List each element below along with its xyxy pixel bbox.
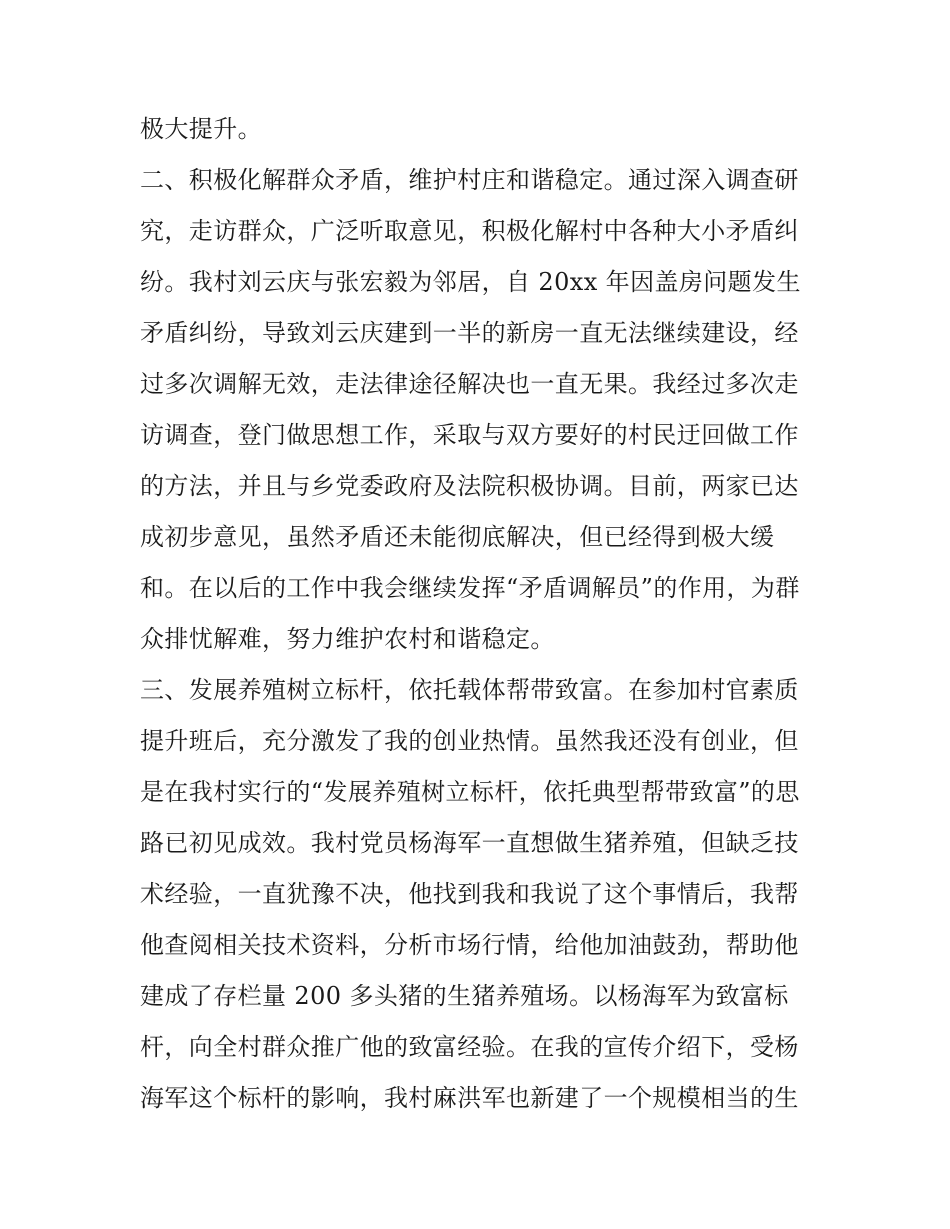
text-line: 纷。我村刘云庆与张宏毅为邻居，自 20xx 年因盖房问题发生 — [140, 268, 801, 296]
text-line: 路已初见成效。我村党员杨海军一直想做生猪养殖，但缺乏技 — [140, 829, 799, 857]
text-line: 过多次调解无效，走法律途径解决也一直无果。我经过多次走 — [140, 370, 799, 398]
text-line: 提升班后，充分激发了我的创业热情。虽然我还没有创业，但 — [140, 727, 799, 755]
text-line: 矛盾纠纷，导致刘云庆建到一半的新房一直无法继续建设，经 — [140, 319, 799, 347]
text-line: 二、积极化解群众矛盾，维护村庄和谐稳定。通过深入调查研 — [140, 166, 799, 194]
text-line: 是在我村实行的“发展养殖树立标杆，依托典型帮带致富”的思 — [140, 778, 800, 806]
text-line: 极大提升。 — [140, 115, 262, 143]
text-line: 术经验，一直犹豫不决，他找到我和我说了这个事情后，我帮 — [140, 880, 799, 908]
text-line: 海军这个标杆的影响，我村麻洪军也新建了一个规模相当的生 — [140, 1084, 799, 1112]
text-line: 成初步意见，虽然矛盾还未能彻底解决，但已经得到极大缓 — [140, 523, 775, 551]
body-text — [140, 104, 820, 1124]
text-line: 和。在以后的工作中我会继续发挥“矛盾调解员”的作用，为群 — [140, 574, 800, 602]
text-line: 访调查，登门做思想工作，采取与双方要好的村民迂回做工作 — [140, 421, 799, 449]
text-line: 众排忧解难，努力维护农村和谐稳定。 — [140, 625, 555, 653]
text-line: 三、发展养殖树立标杆，依托载体帮带致富。在参加村官素质 — [140, 676, 799, 704]
text-line: 的方法，并且与乡党委政府及法院积极协调。目前，两家已达 — [140, 472, 799, 500]
text-line: 杆，向全村群众推广他的致富经验。在我的宣传介绍下，受杨 — [140, 1033, 799, 1061]
text-line: 他查阅相关技术资料，分析市场行情，给他加油鼓劲，帮助他 — [140, 931, 799, 959]
text-line: 究，走访群众，广泛听取意见，积极化解村中各种大小矛盾纠 — [140, 217, 799, 245]
text-line: 建成了存栏量 200 多头猪的生猪养殖场。以杨海军为致富标 — [140, 982, 789, 1010]
